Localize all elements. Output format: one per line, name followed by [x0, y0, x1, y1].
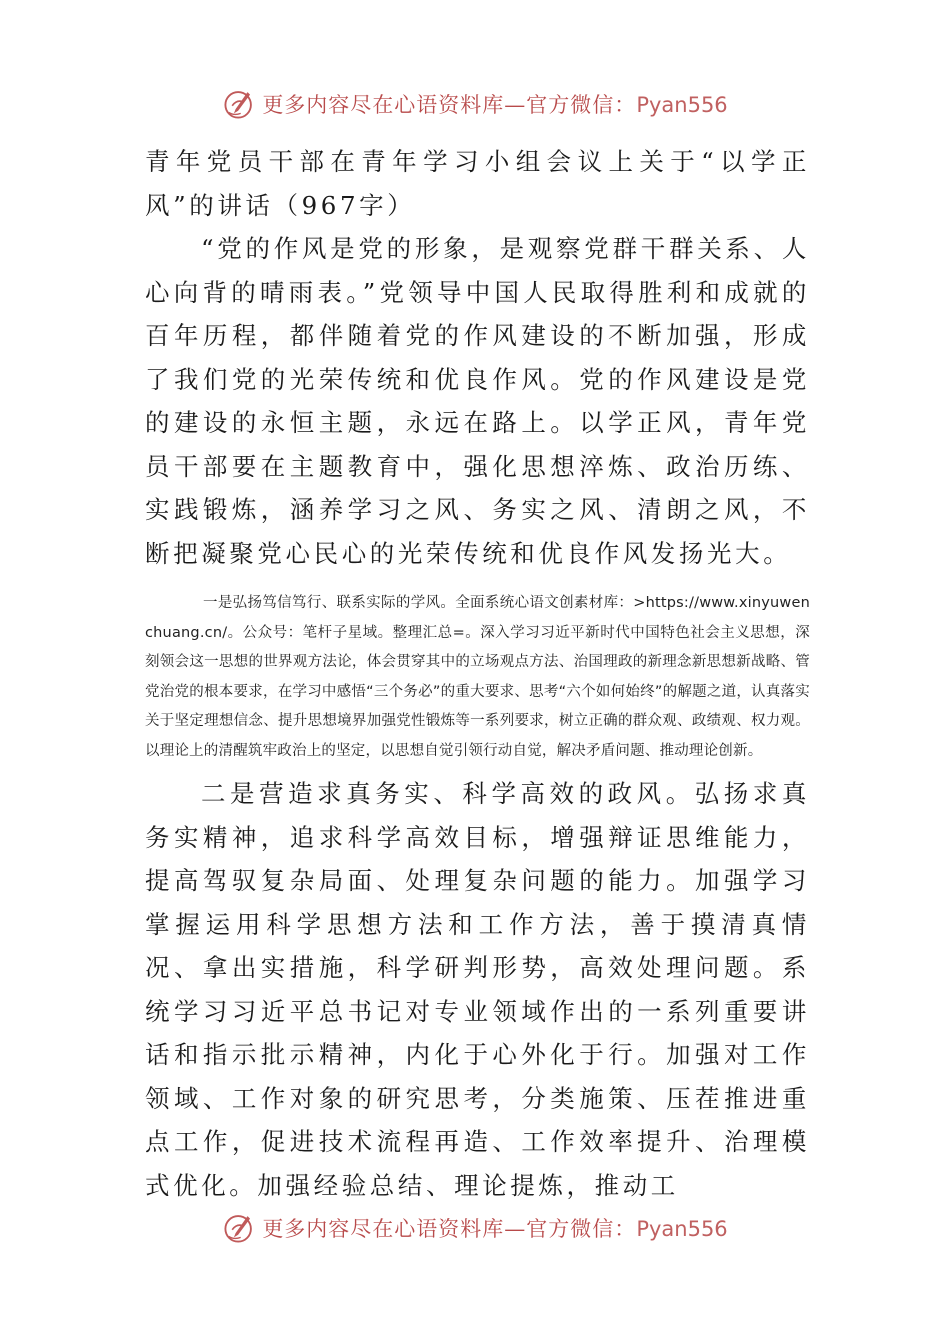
paragraph-intro: “党的作风是党的形象，是观察党群干群关系、人心向背的晴雨表。”党领导中国人民取得胜利和成就的百年历程，都伴随着党的作风建设的不断加强，形成了我们党的光荣传统和优良作风。党的作风建设是党的建设的永恒主题，永远在路上。以学正风，青年党员干部要在主题教育中，强化思想淬炼、政治历练、实践锻炼，涵养学习之风、务实之风、清朗之风，不断把凝聚党心民心的光荣传统和优良作风发扬光大。: [145, 234, 810, 568]
paragraph-one: 一是弘扬笃信笃行、联系实际的学风。全面系统心语文创素材库：>https://www.xinyuwenchuang.cn/。公众号：笔杆子星域。整理汇总=。深入学习习近平新时代中国特色社会主义思想，深刻领会这一思想的世界观方法论，体会贯穿其中的立场观点方法、治国理政的新理念新思想新战略、管党治党的根本要求，在学习中感悟“三个务必”的重大要求、思考“六个如何始终”的解题之道，认真落实关于坚定理想信念、提升思想境界加强党性锻炼等一系列要求，树立正确的群众观、政绩观、权力观。以理论上的清醒筑牢政治上的坚定，以思想自觉引领行动自觉，解决矛盾问题、推动理论创新。: [145, 595, 810, 759]
pen-circle-logo-icon: [222, 1211, 256, 1245]
footer-banner-text: 更多内容尽在心语资料库—官方微信：Pyan556: [262, 1217, 728, 1241]
paragraph-two: 二是营造求真务实、科学高效的政风。弘扬求真务实精神，追求科学高效目标，增强辩证思维能力，提高驾驭复杂局面、处理复杂问题的能力。加强学习掌握运用科学思想方法和工作方法，善于摸清真情况、拿出实措施，科学研判形势，高效处理问题。系统学习习近平总书记对专业领域作出的一系列重要讲话和指示批示精神，内化于心外化于行。加强对工作领域、工作对象的研究思考，分类施策、压茬推进重点工作，促进技术流程再造、工作效率提升、治理模式优化。加强经验总结、理论提炼，推动工: [145, 779, 810, 1200]
header-banner: [0, 84, 950, 124]
pen-circle-logo-icon: [222, 87, 256, 121]
document-body: [145, 140, 810, 1207]
header-banner-text: 更多内容尽在心语资料库—官方微信：Pyan556: [262, 93, 728, 117]
header-wechat-id: Pyan556: [636, 93, 728, 117]
document-title: 青年党员干部在青年学习小组会议上关于“以学正风”的讲话（967字）: [145, 147, 810, 220]
footer-wechat-id: Pyan556: [636, 1217, 728, 1241]
footer-banner: [0, 1208, 950, 1248]
